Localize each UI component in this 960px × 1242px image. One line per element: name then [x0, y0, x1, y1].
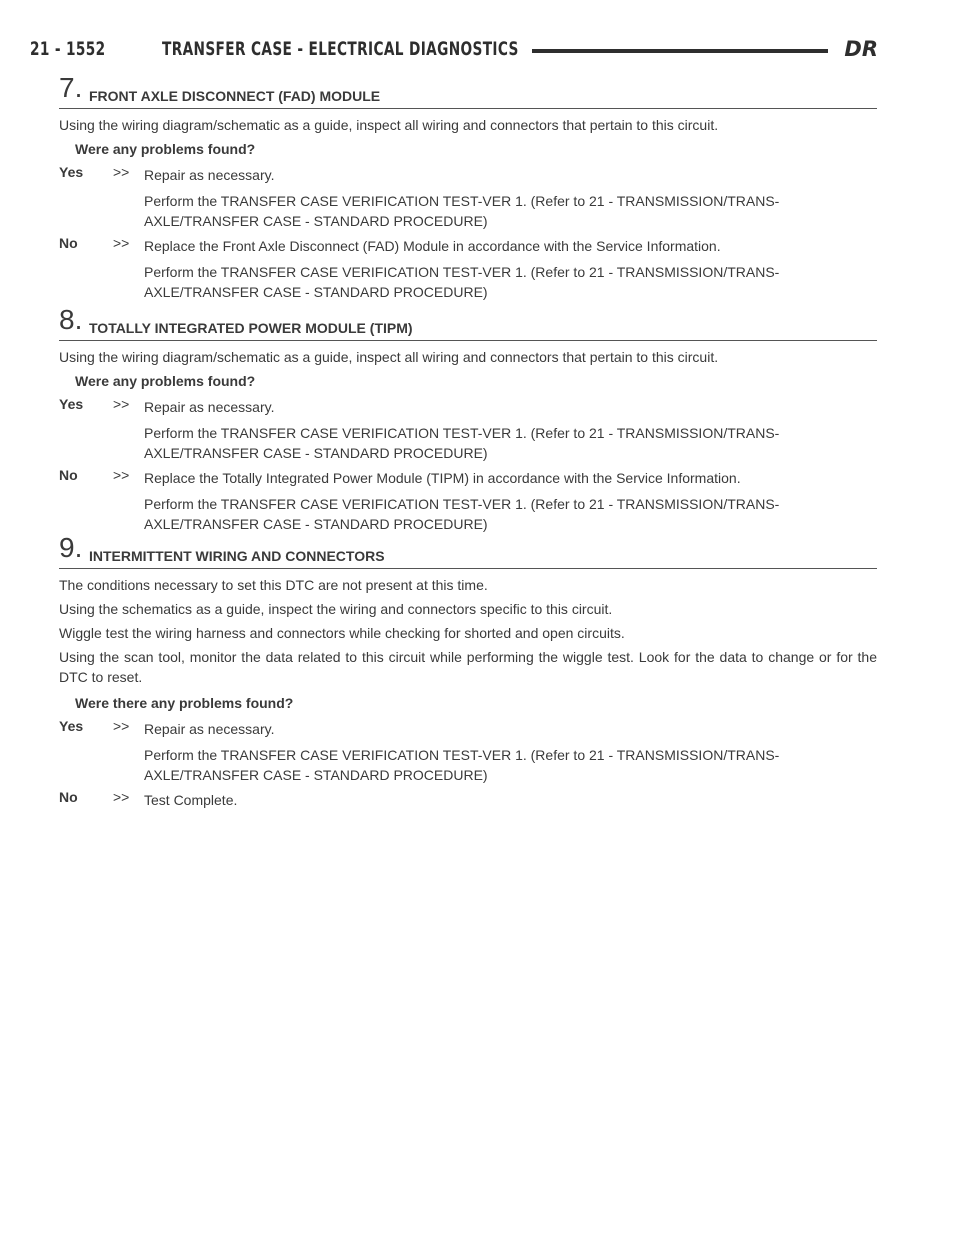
answer-line: AXLE/TRANSFER CASE - STANDARD PROCEDURE): [144, 516, 488, 532]
answer-label: No: [59, 467, 78, 483]
page-header: [30, 38, 878, 66]
step-paragraph: Wiggle test the wiring harness and connectors while checking for shorted and open circuits.: [59, 625, 625, 641]
step-question: Were there any problems found?: [75, 695, 294, 711]
answer-line: Repair as necessary.: [144, 721, 275, 737]
step-heading: [59, 74, 877, 109]
answer-arrow: >>: [113, 396, 130, 412]
answer-label: No: [59, 235, 78, 251]
step-heading: [59, 534, 877, 569]
step-8: [59, 306, 877, 534]
step-paragraph: Using the scan tool, monitor the data related to this circuit while performing the wiggle test. Look for the data to change or for the DTC to reset.: [59, 649, 877, 685]
answer-yes: [59, 719, 877, 785]
answer-no: [59, 236, 877, 302]
step-question: Were any problems found?: [75, 141, 256, 157]
answer-line: Repair as necessary.: [144, 399, 275, 415]
answer-arrow: >>: [113, 467, 130, 483]
step-question: Were any problems found?: [75, 373, 256, 389]
header-rule: [532, 49, 828, 53]
answer-line: AXLE/TRANSFER CASE - STANDARD PROCEDURE): [144, 445, 488, 461]
step-9: [59, 534, 877, 810]
page-title: TRANSFER CASE - ELECTRICAL DIAGNOSTICS: [162, 38, 519, 60]
step-paragraph: The conditions necessary to set this DTC are not present at this time.: [59, 577, 488, 593]
answer-line: AXLE/TRANSFER CASE - STANDARD PROCEDURE): [144, 767, 488, 783]
answer-line: Repair as necessary.: [144, 167, 275, 183]
step-number: 9.: [59, 532, 83, 563]
answer-arrow: >>: [113, 718, 130, 734]
answer-label: Yes: [59, 164, 84, 180]
answer-arrow: >>: [113, 789, 130, 805]
answer-arrow: >>: [113, 235, 130, 251]
answer-yes: [59, 397, 877, 463]
answer-no: [59, 790, 877, 810]
answer-label: Yes: [59, 396, 84, 412]
step-title: TOTALLY INTEGRATED POWER MODULE (TIPM): [89, 320, 413, 336]
answer-arrow: >>: [113, 164, 130, 180]
answer-no: [59, 468, 877, 534]
answer-line: Perform the TRANSFER CASE VERIFICATION TEST-VER 1. (Refer to 21 - TRANSMISSION/TRANS-: [144, 264, 780, 280]
answer-line: Perform the TRANSFER CASE VERIFICATION TEST-VER 1. (Refer to 21 - TRANSMISSION/TRANS-: [144, 425, 780, 441]
model-code: DR: [844, 37, 878, 61]
step-paragraph: Using the wiring diagram/schematic as a guide, inspect all wiring and connectors that pertain to this circuit.: [59, 349, 719, 365]
answer-line: Replace the Totally Integrated Power Module (TIPM) in accordance with the Service Information.: [144, 470, 741, 486]
answer-label: Yes: [59, 718, 84, 734]
answer-line: AXLE/TRANSFER CASE - STANDARD PROCEDURE): [144, 284, 488, 300]
answer-line: Test Complete.: [144, 792, 238, 808]
step-number: 8.: [59, 304, 83, 335]
answer-line: AXLE/TRANSFER CASE - STANDARD PROCEDURE): [144, 213, 488, 229]
step-number: 7.: [59, 72, 83, 103]
step-title: FRONT AXLE DISCONNECT (FAD) MODULE: [89, 88, 381, 104]
answer-yes: [59, 165, 877, 231]
step-paragraph: Using the schematics as a guide, inspect the wiring and connectors specific to this circuit.: [59, 601, 613, 617]
answer-line: Perform the TRANSFER CASE VERIFICATION TEST-VER 1. (Refer to 21 - TRANSMISSION/TRANS-: [144, 747, 780, 763]
step-heading: [59, 306, 877, 341]
answer-line: Replace the Front Axle Disconnect (FAD) Module in accordance with the Service Information.: [144, 238, 721, 254]
step-paragraph: Using the wiring diagram/schematic as a guide, inspect all wiring and connectors that pertain to this circuit.: [59, 117, 719, 133]
step-title: INTERMITTENT WIRING AND CONNECTORS: [89, 548, 385, 564]
answer-line: Perform the TRANSFER CASE VERIFICATION TEST-VER 1. (Refer to 21 - TRANSMISSION/TRANS-: [144, 193, 780, 209]
step-7: [59, 74, 877, 302]
answer-line: Perform the TRANSFER CASE VERIFICATION TEST-VER 1. (Refer to 21 - TRANSMISSION/TRANS-: [144, 496, 780, 512]
page-number: 21 - 1552: [30, 38, 106, 60]
answer-label: No: [59, 789, 78, 805]
